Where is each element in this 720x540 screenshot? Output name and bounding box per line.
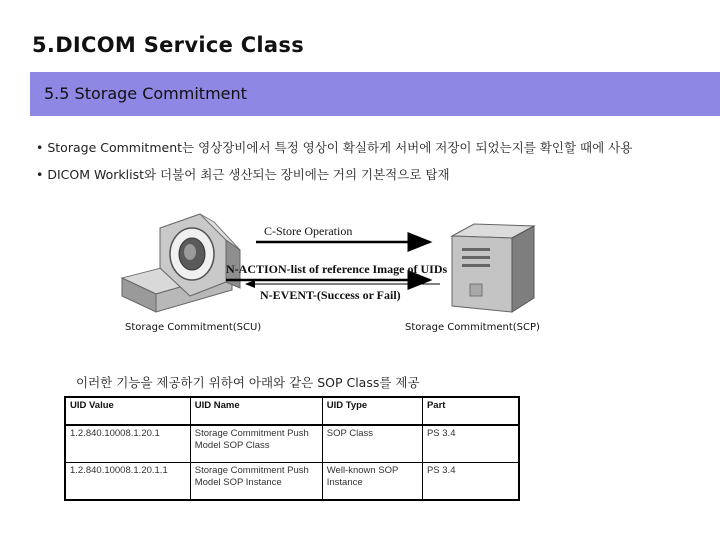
cell-part: PS 3.4 [422,425,519,463]
table-header-row [65,397,519,425]
scu-label: Storage Commitment(SCU) [125,322,262,333]
bullet-dicom-worklist: • DICOM Worklist와 더불어 최근 생산되는 장비에는 거의 기본적으로 탑재 [36,167,450,182]
sop-description: 이러한 기능을 제공하기 위하여 아래와 같은 SOP Class를 제공 [76,375,420,390]
server-device-icon [452,224,534,312]
scp-label: Storage Commitment(SCP) [405,322,540,333]
sop-class-table [64,396,520,501]
arrow-label-c-store: C-Store Operation [264,224,353,238]
cell-uid-value: 1.2.840.10008.1.20.1.1 [65,463,190,501]
bullet-storage-commitment: • Storage Commitment는 영상장비에서 특정 영상이 확실하게 서버에 저장이 되었는지를 확인할 때에 사용 [36,140,633,155]
scanner-device-icon [122,214,240,312]
cell-part: PS 3.4 [422,463,519,501]
table-row [65,425,519,463]
cell-uid-name: Storage Commitment Push Model SOP Class [190,425,322,463]
cell-uid-name: Storage Commitment Push Model SOP Instance [190,463,322,501]
header-part: Part [422,397,519,425]
cell-uid-type: SOP Class [322,425,422,463]
arrow-label-n-event: N-EVENT-(Success or Fail) [260,288,401,302]
cell-uid-type: Well-known SOP Instance [322,463,422,501]
page-title: 5.DICOM Service Class [32,33,304,57]
header-uid-value: UID Value [65,397,190,425]
section-title: 5.5 Storage Commitment [44,84,247,103]
cell-uid-value: 1.2.840.10008.1.20.1 [65,425,190,463]
arrow-label-n-action: N-ACTION-list of reference Image of UIDs [226,262,448,276]
header-uid-name: UID Name [190,397,322,425]
header-uid-type: UID Type [322,397,422,425]
table-row [65,463,519,501]
